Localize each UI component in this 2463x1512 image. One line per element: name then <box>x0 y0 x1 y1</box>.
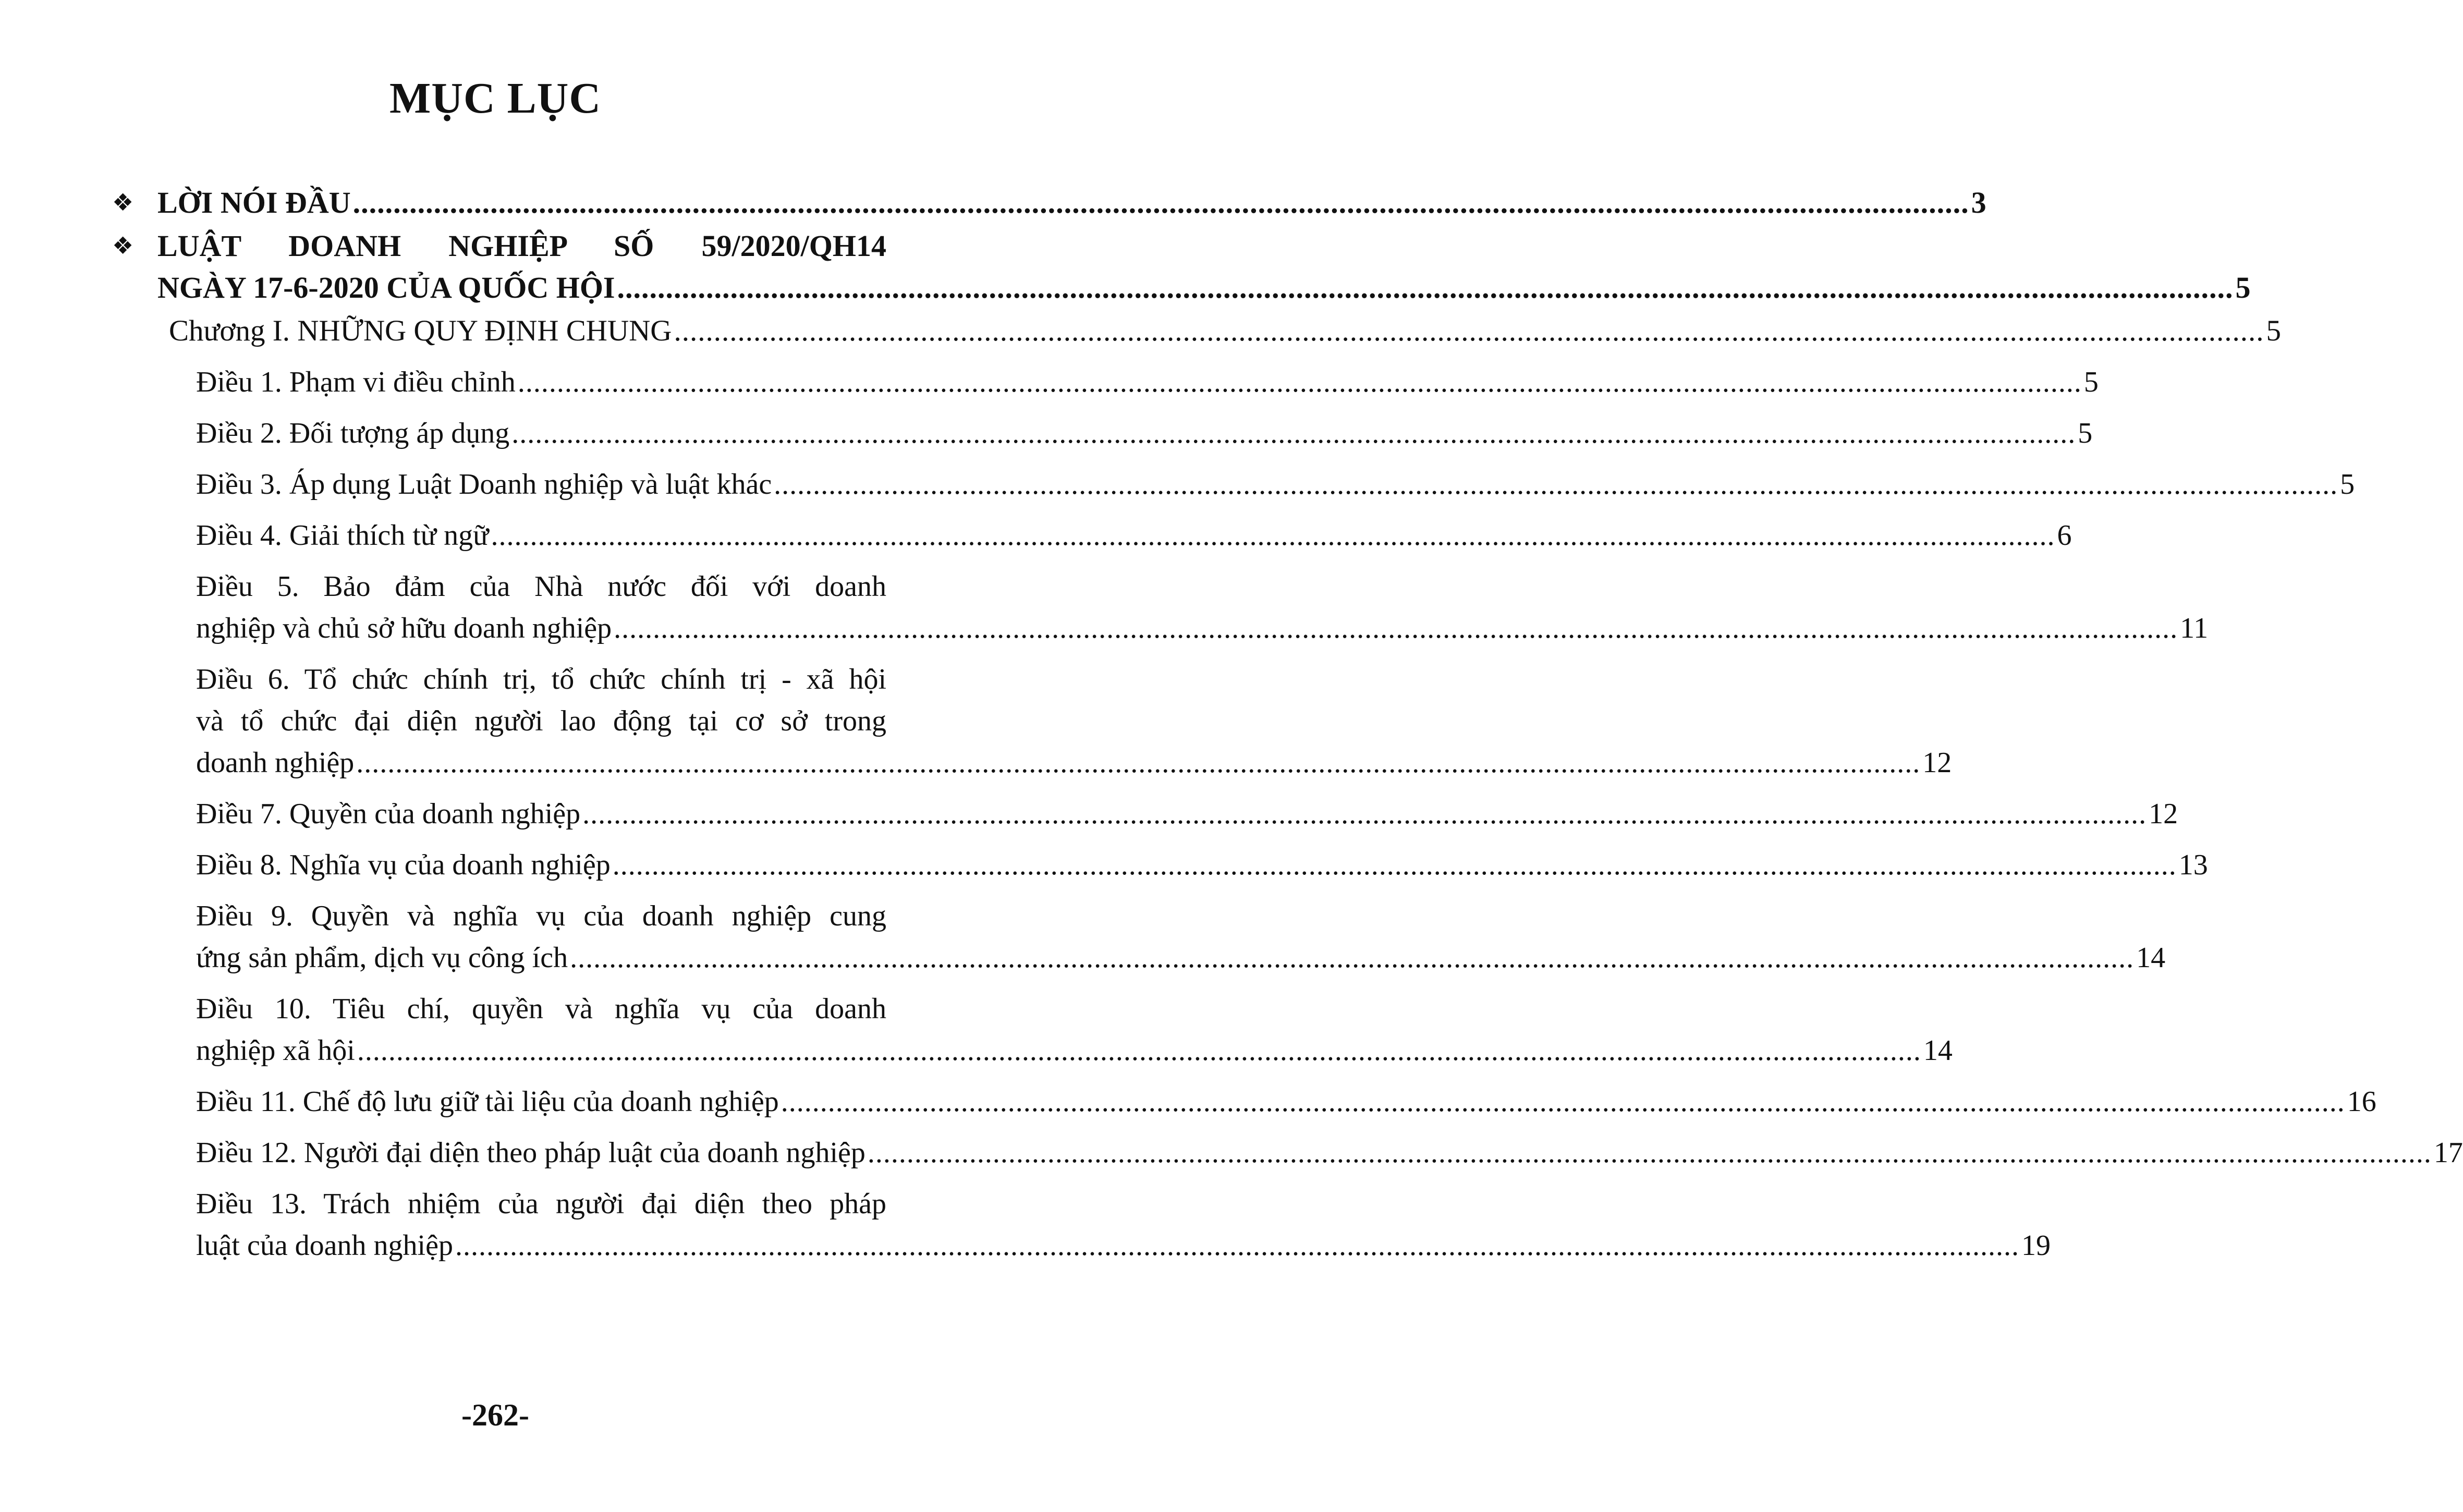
toc-entry-page: 14 <box>1923 1034 1953 1067</box>
toc-entry <box>0 361 2099 403</box>
dot-leader: ........................................................................................................................................................................................................ <box>617 271 2234 304</box>
toc-entry-page: 14 <box>2136 942 2166 974</box>
toc-entry-page: 5 <box>2340 468 2355 501</box>
toc-entry <box>0 1183 2051 1266</box>
toc-entry-title: Điều 13. Trách nhiệm của người đại diện theo pháp <box>196 1188 886 1220</box>
toc-entry <box>0 659 1952 784</box>
dot-leader: ........................................................................................................................................................................................................ <box>612 849 2177 881</box>
toc-entry-page: 16 <box>2347 1086 2376 1118</box>
toc-entry-title: Điều 7. Quyền của doanh nghiệp <box>196 798 581 830</box>
dot-leader: ........................................................................................................................................................................................................ <box>517 366 2082 398</box>
toc-entry-title: luật của doanh nghiệp <box>196 1229 453 1262</box>
dot-leader: ........................................................................................................................................................................................................ <box>357 1034 1921 1067</box>
toc-entry-title: Điều 2. Đối tượng áp dụng <box>196 417 510 449</box>
toc-entry-title: LUẬT DOANH NGHIỆP SỐ 59/2020/QH14 <box>157 229 886 263</box>
page-title: MỤC LỤC <box>389 74 601 123</box>
diamond-bullet-icon: ❖ <box>112 189 134 216</box>
toc-entry-title: NGÀY 17-6-2020 CỦA QUỐC HỘI <box>157 271 615 304</box>
toc-entry-page: 19 <box>2021 1229 2051 1262</box>
dot-leader: ........................................................................................................................................................................................................ <box>356 747 1921 779</box>
toc-entry <box>0 464 2355 505</box>
dot-leader: ........................................................................................................................................................................................................ <box>781 1086 2345 1118</box>
dot-leader: ........................................................................................................................................................................................................ <box>491 519 2055 552</box>
toc-entry <box>0 988 1953 1071</box>
toc-entry-title: LỜI NÓI ĐẦU <box>157 186 351 220</box>
toc-entry-title: doanh nghiệp <box>196 747 355 779</box>
toc-entry-page: 3 <box>1971 186 1986 220</box>
toc-entry-title: Điều 4. Giải thích từ ngữ <box>196 519 489 552</box>
toc-entry-page: 5 <box>2266 314 2281 347</box>
dot-leader: ........................................................................................................................................................................................................ <box>674 314 2264 347</box>
toc-entry-title: Điều 10. Tiêu chí, quyền và nghĩa vụ của doanh <box>196 993 886 1025</box>
toc-entry <box>0 225 2251 309</box>
dot-leader: ........................................................................................................................................................................................................ <box>352 186 1969 220</box>
toc-entry-page: 12 <box>2149 798 2178 830</box>
toc-entry-title: Điều 3. Áp dụng Luật Doanh nghiệp và luật khác <box>196 468 772 501</box>
dot-leader: ........................................................................................................................................................................................................ <box>774 468 2338 501</box>
toc-entry-title: Điều 1. Phạm vi điều chỉnh <box>196 366 516 398</box>
toc-entry-page: 5 <box>2083 366 2099 398</box>
toc-entry-title: nghiệp và chủ sở hữu doanh nghiệp <box>196 612 612 644</box>
dot-leader: ........................................................................................................................................................................................................ <box>614 612 2178 644</box>
toc-entry-title: Điều 5. Bảo đảm của Nhà nước đối với doanh <box>196 570 886 603</box>
toc-entry-title: Điều 12. Người đại diện theo pháp luật của doanh nghiệp <box>196 1137 865 1169</box>
toc-entry-page: 5 <box>2235 271 2251 304</box>
table-of-contents <box>0 182 2463 1276</box>
dot-leader: ........................................................................................................................................................................................................ <box>511 417 2076 449</box>
toc-entry <box>0 412 2093 454</box>
toc-entry-page: 17 <box>2433 1137 2463 1169</box>
toc-entry-page: 5 <box>2078 417 2093 449</box>
toc-entry <box>0 182 1986 224</box>
toc-entry <box>0 310 2281 352</box>
toc-entry-title: Điều 9. Quyền và nghĩa vụ của doanh nghiệp cung <box>196 900 886 932</box>
diamond-bullet-icon: ❖ <box>112 233 134 259</box>
toc-entry-title: nghiệp xã hội <box>196 1034 355 1067</box>
toc-entry-title: và tổ chức đại diện người lao động tại cơ sở trong <box>196 705 886 737</box>
toc-entry-page: 13 <box>2178 849 2208 881</box>
toc-entry-title: ứng sản phẩm, dịch vụ công ích <box>196 942 568 974</box>
toc-entry <box>0 1132 2463 1174</box>
toc-entry <box>0 844 2208 886</box>
toc-entry-title: Chương I. NHỮNG QUY ĐỊNH CHUNG <box>169 314 672 347</box>
toc-entry-title: Điều 11. Chế độ lưu giữ tài liệu của doanh nghiệp <box>196 1086 779 1118</box>
toc-entry <box>0 793 2178 835</box>
dot-leader: ........................................................................................................................................................................................................ <box>582 798 2147 830</box>
toc-entry-page: 11 <box>2180 612 2209 644</box>
toc-entry-page: 6 <box>2057 519 2072 552</box>
dot-leader: ........................................................................................................................................................................................................ <box>867 1137 2432 1169</box>
toc-entry-page: 12 <box>1922 747 1952 779</box>
toc-entry <box>0 1081 2376 1123</box>
toc-entry-title: Điều 6. Tổ chức chính trị, tổ chức chính trị - xã hội <box>196 663 886 696</box>
page-number: -262- <box>461 1398 529 1432</box>
toc-entry <box>0 895 2166 979</box>
dot-leader: ........................................................................................................................................................................................................ <box>455 1229 2019 1262</box>
toc-entry <box>0 515 2072 556</box>
toc-entry-title: Điều 8. Nghĩa vụ của doanh nghiệp <box>196 849 611 881</box>
toc-entry <box>0 566 2209 649</box>
dot-leader: ........................................................................................................................................................................................................ <box>570 942 2135 974</box>
